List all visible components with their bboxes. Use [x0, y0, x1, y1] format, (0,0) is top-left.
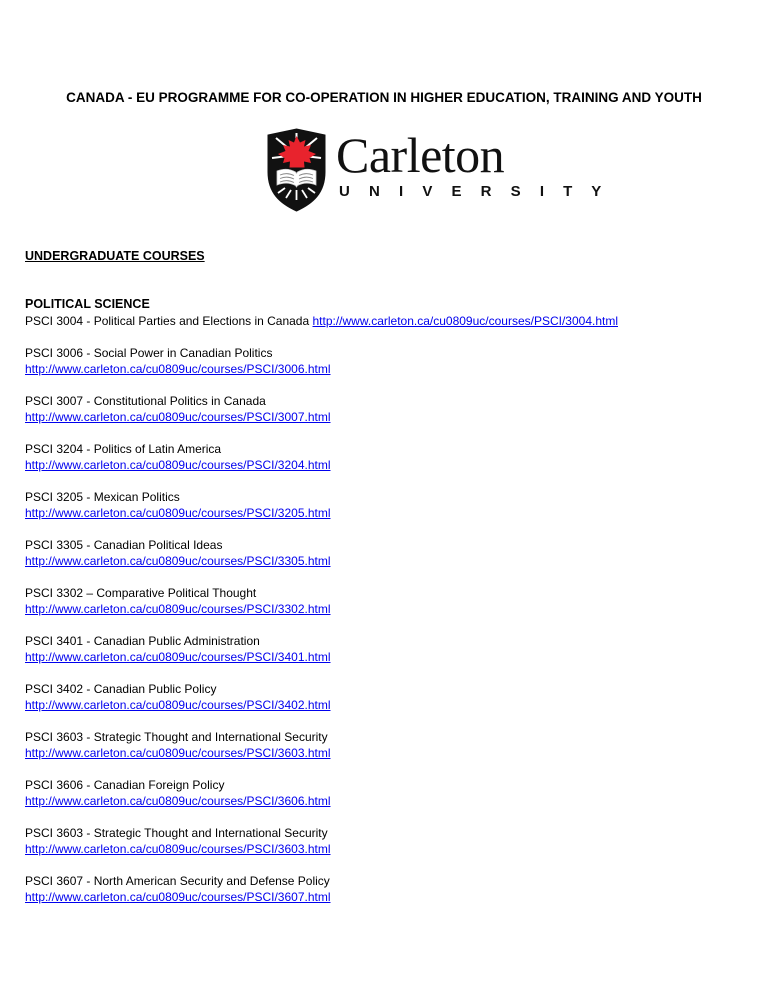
logo-wordmark: Carleton [336, 127, 505, 183]
carleton-logo [266, 128, 609, 212]
course-item [25, 441, 745, 473]
course-title: PSCI 3402 - Canadian Public Policy [25, 682, 217, 696]
course-link[interactable]: http://www.carleton.ca/cu0809uc/courses/PSCI/3205.html [25, 506, 331, 520]
course-item [25, 537, 745, 569]
course-title: PSCI 3205 - Mexican Politics [25, 490, 180, 504]
course-item [25, 489, 745, 521]
course-title: PSCI 3204 - Politics of Latin America [25, 442, 222, 456]
course-title: PSCI 3305 - Canadian Political Ideas [25, 538, 223, 552]
course-title: PSCI 3007 - Constitutional Politics in Canada [25, 394, 266, 408]
course-item [25, 729, 745, 761]
course-item [25, 873, 745, 905]
course-link[interactable]: http://www.carleton.ca/cu0809uc/courses/PSCI/3607.html [25, 890, 331, 904]
course-title: PSCI 3606 - Canadian Foreign Policy [25, 778, 225, 792]
course-list-section [25, 296, 745, 921]
course-link[interactable]: http://www.carleton.ca/cu0809uc/courses/PSCI/3007.html [25, 410, 331, 424]
course-link[interactable]: http://www.carleton.ca/cu0809uc/courses/PSCI/3603.html [25, 746, 331, 760]
logo-university-text: U N I V E R S I T Y [339, 183, 609, 200]
course-link[interactable]: http://www.carleton.ca/cu0809uc/courses/PSCI/3603.html [25, 842, 331, 856]
course-link[interactable]: http://www.carleton.ca/cu0809uc/courses/PSCI/3402.html [25, 698, 331, 712]
course-item [25, 633, 745, 665]
course-link[interactable]: http://www.carleton.ca/cu0809uc/courses/PSCI/3302.html [25, 602, 331, 616]
course-item [25, 681, 745, 713]
political-science-heading: POLITICAL SCIENCE [25, 297, 150, 311]
course-title: PSCI 3004 - Political Parties and Elections in Canada [25, 314, 310, 328]
course-link[interactable]: http://www.carleton.ca/cu0809uc/courses/PSCI/3305.html [25, 554, 331, 568]
course-item [25, 393, 745, 425]
course-title: PSCI 3401 - Canadian Public Administration [25, 634, 260, 648]
course-link[interactable]: http://www.carleton.ca/cu0809uc/courses/PSCI/3004.html [312, 314, 618, 328]
course-title: PSCI 3603 - Strategic Thought and International Security [25, 826, 328, 840]
course-list [25, 313, 745, 905]
course-title: PSCI 3603 - Strategic Thought and International Security [25, 730, 328, 744]
course-item [25, 777, 745, 809]
course-item [25, 825, 745, 857]
course-link[interactable]: http://www.carleton.ca/cu0809uc/courses/PSCI/3204.html [25, 458, 331, 472]
course-link[interactable]: http://www.carleton.ca/cu0809uc/courses/PSCI/3606.html [25, 794, 331, 808]
course-title: PSCI 3006 - Social Power in Canadian Politics [25, 346, 273, 360]
course-item [25, 345, 745, 377]
undergraduate-courses-heading: UNDERGRADUATE COURSES [25, 249, 205, 263]
course-link[interactable]: http://www.carleton.ca/cu0809uc/courses/PSCI/3006.html [25, 362, 331, 376]
course-title: PSCI 3607 - North American Security and Defense Policy [25, 874, 330, 888]
course-item [25, 313, 745, 329]
logo-wordmark-block [336, 129, 609, 200]
course-title: PSCI 3302 – Comparative Political Thought [25, 586, 257, 600]
carleton-shield-icon [266, 128, 327, 212]
page-title: CANADA - EU PROGRAMME FOR CO-OPERATION IN HIGHER EDUCATION, TRAINING AND YOUTH [66, 90, 702, 105]
course-link[interactable]: http://www.carleton.ca/cu0809uc/courses/PSCI/3401.html [25, 650, 331, 664]
course-item [25, 585, 745, 617]
